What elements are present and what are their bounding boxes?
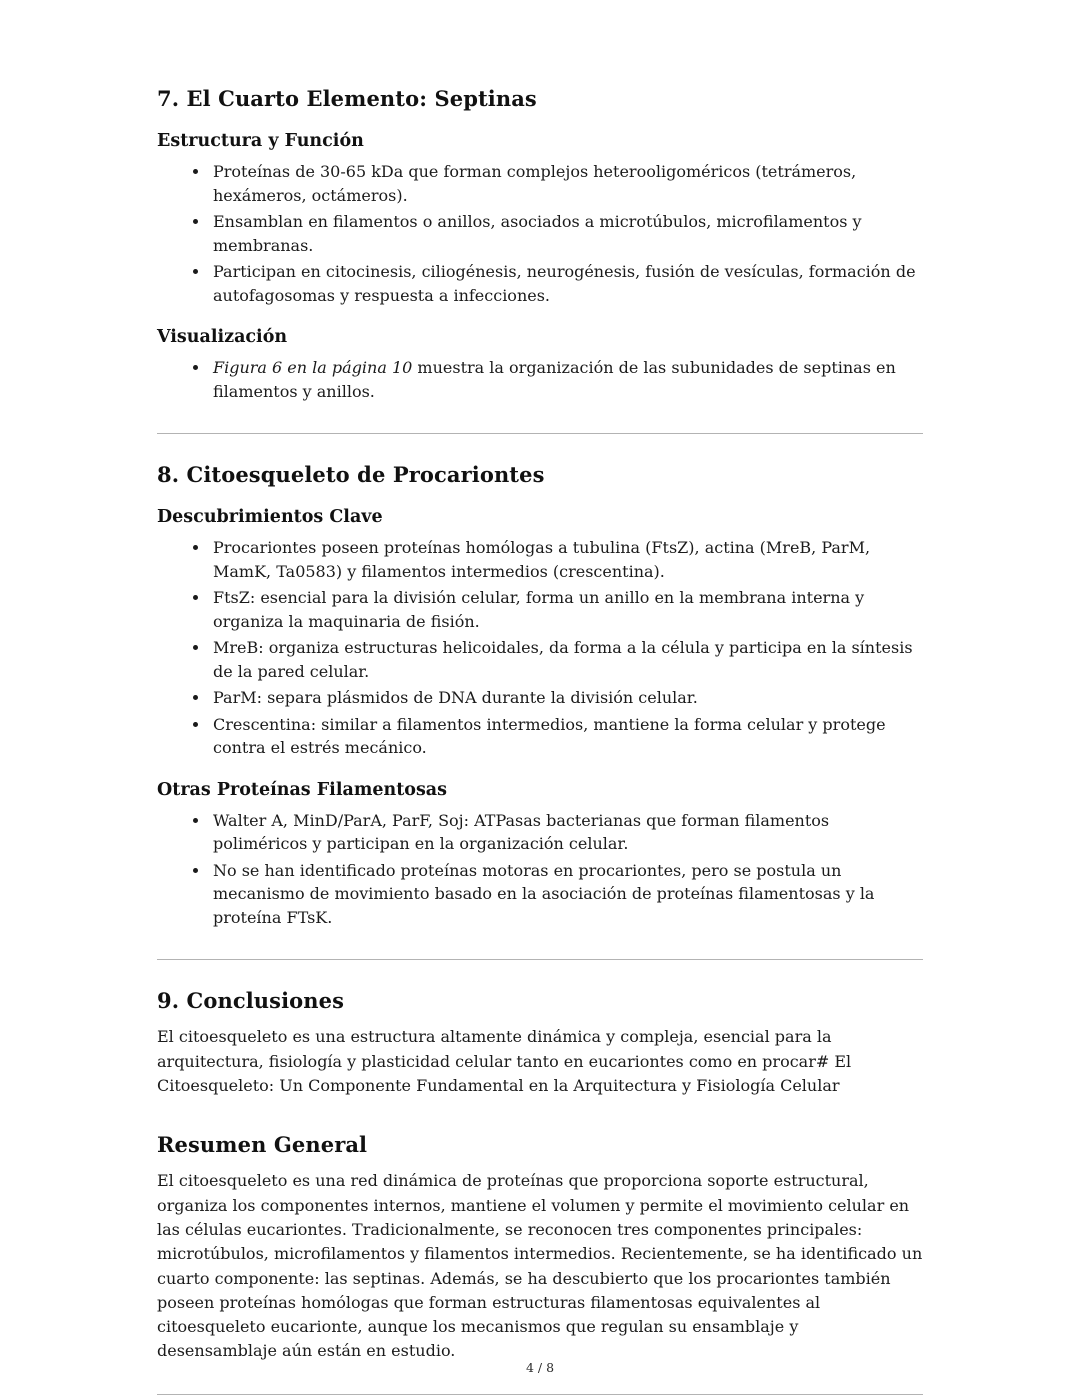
section-heading: 9. Conclusiones: [157, 988, 345, 1014]
subsection-heading: Otras Proteínas Filamentosas: [157, 779, 447, 800]
list-item: [210, 356, 923, 403]
bullet-list: [157, 809, 923, 930]
section-divider: [157, 1394, 923, 1395]
list-item: • Participan en citocinesis, ciliogénesis, neurogénesis, fusión de vesículas, formación de autofagosomas y respuesta a infecciones.: [210, 260, 923, 307]
list-item: • FtsZ: esencial para la división celular, forma un anillo en la membrana interna y organiza la maquinaria de fisión.: [210, 586, 923, 633]
list-item: • ParM: separa plásmidos de DNA durante la división celular.: [210, 686, 923, 710]
subsection-heading: Estructura y Función: [157, 131, 364, 151]
list-item: • MreB: organiza estructuras helicoidales, da forma a la célula y participa en la síntesis de la pared celular.: [210, 636, 923, 683]
paragraph: El citoesqueleto es una estructura altamente dinámica y compleja, esencial para la arquitectura, fisiología y plasticidad celular tanto en eucariontes como en procar# El Citoesqueleto: Un Componente Fundamental en la Arquitectura y Fisiología Celular: [157, 1027, 852, 1095]
figure-reference: Figura 6 en la página 10: [213, 358, 413, 378]
paragraph: El citoesqueleto es una red dinámica de proteínas que proporciona soporte estructural, organiza los componentes internos, mantiene el volumen y permite el movimiento celular en las células eucariontes. Tradicionalmente, se reconocen tres componentes principales: microtúbulos, microfilamentos y filamentos intermedios. Recientemente, se ha identificado un cuarto componente: las septinas. Además, se ha descubierto que los procariontes también poseen proteínas homólogas que forman estructuras filamentosas equivalentes al citoesqueleto eucarionte, aunque los mecanismos que regulan su ensamblaje y desensamblaje aún están en estudio.: [157, 1171, 923, 1361]
section-heading: 7. El Cuarto Elemento: Septinas: [157, 86, 537, 111]
section-heading: 8. Citoesqueleto de Procariontes: [157, 462, 545, 488]
section-septinas: [157, 86, 923, 403]
section-divider: [157, 959, 923, 960]
section-divider: [157, 433, 923, 434]
list-item: • Procariontes poseen proteínas homólogas a tubulina (FtsZ), actina (MreB, ParM, MamK, Ta0583) y filamentos intermedios (crescentina).: [210, 536, 923, 583]
section-heading: Resumen General: [157, 1132, 368, 1158]
bullet-list: [157, 160, 923, 307]
section-resumen: [157, 1132, 923, 1364]
list-item: • Ensamblan en filamentos o anillos, asociados a microtúbulos, microfilamentos y membranas.: [210, 210, 923, 257]
list-item: • Crescentina: similar a filamentos intermedios, mantiene la forma celular y protege contra el estrés mecánico.: [210, 713, 923, 760]
bullet-list: [157, 536, 923, 760]
list-item-text: muestra la organización de las subunidades de septinas en filamentos y anillos.: [213, 358, 896, 401]
section-procariontes: [157, 462, 923, 929]
bullet-list: [157, 356, 923, 403]
subsection-heading: Visualización: [157, 327, 288, 348]
list-item: • Proteínas de 30-65 kDa que forman complejos heterooligoméricos (tetrámeros, hexámeros, octámeros).: [210, 160, 923, 207]
list-item: • No se han identificado proteínas motoras en procariontes, pero se postula un mecanismo de movimiento basado en la asociación de proteínas filamentosas y la proteína FTsK.: [210, 859, 923, 930]
list-item: • Walter A, MinD/ParA, ParF, Soj: ATPasas bacterianas que forman filamentos poliméricos y participan en la organización celular.: [210, 809, 923, 856]
page-number: 4 / 8: [525, 1360, 555, 1375]
subsection-heading: Descubrimientos Clave: [157, 507, 383, 528]
section-conclusiones: [157, 988, 923, 1098]
